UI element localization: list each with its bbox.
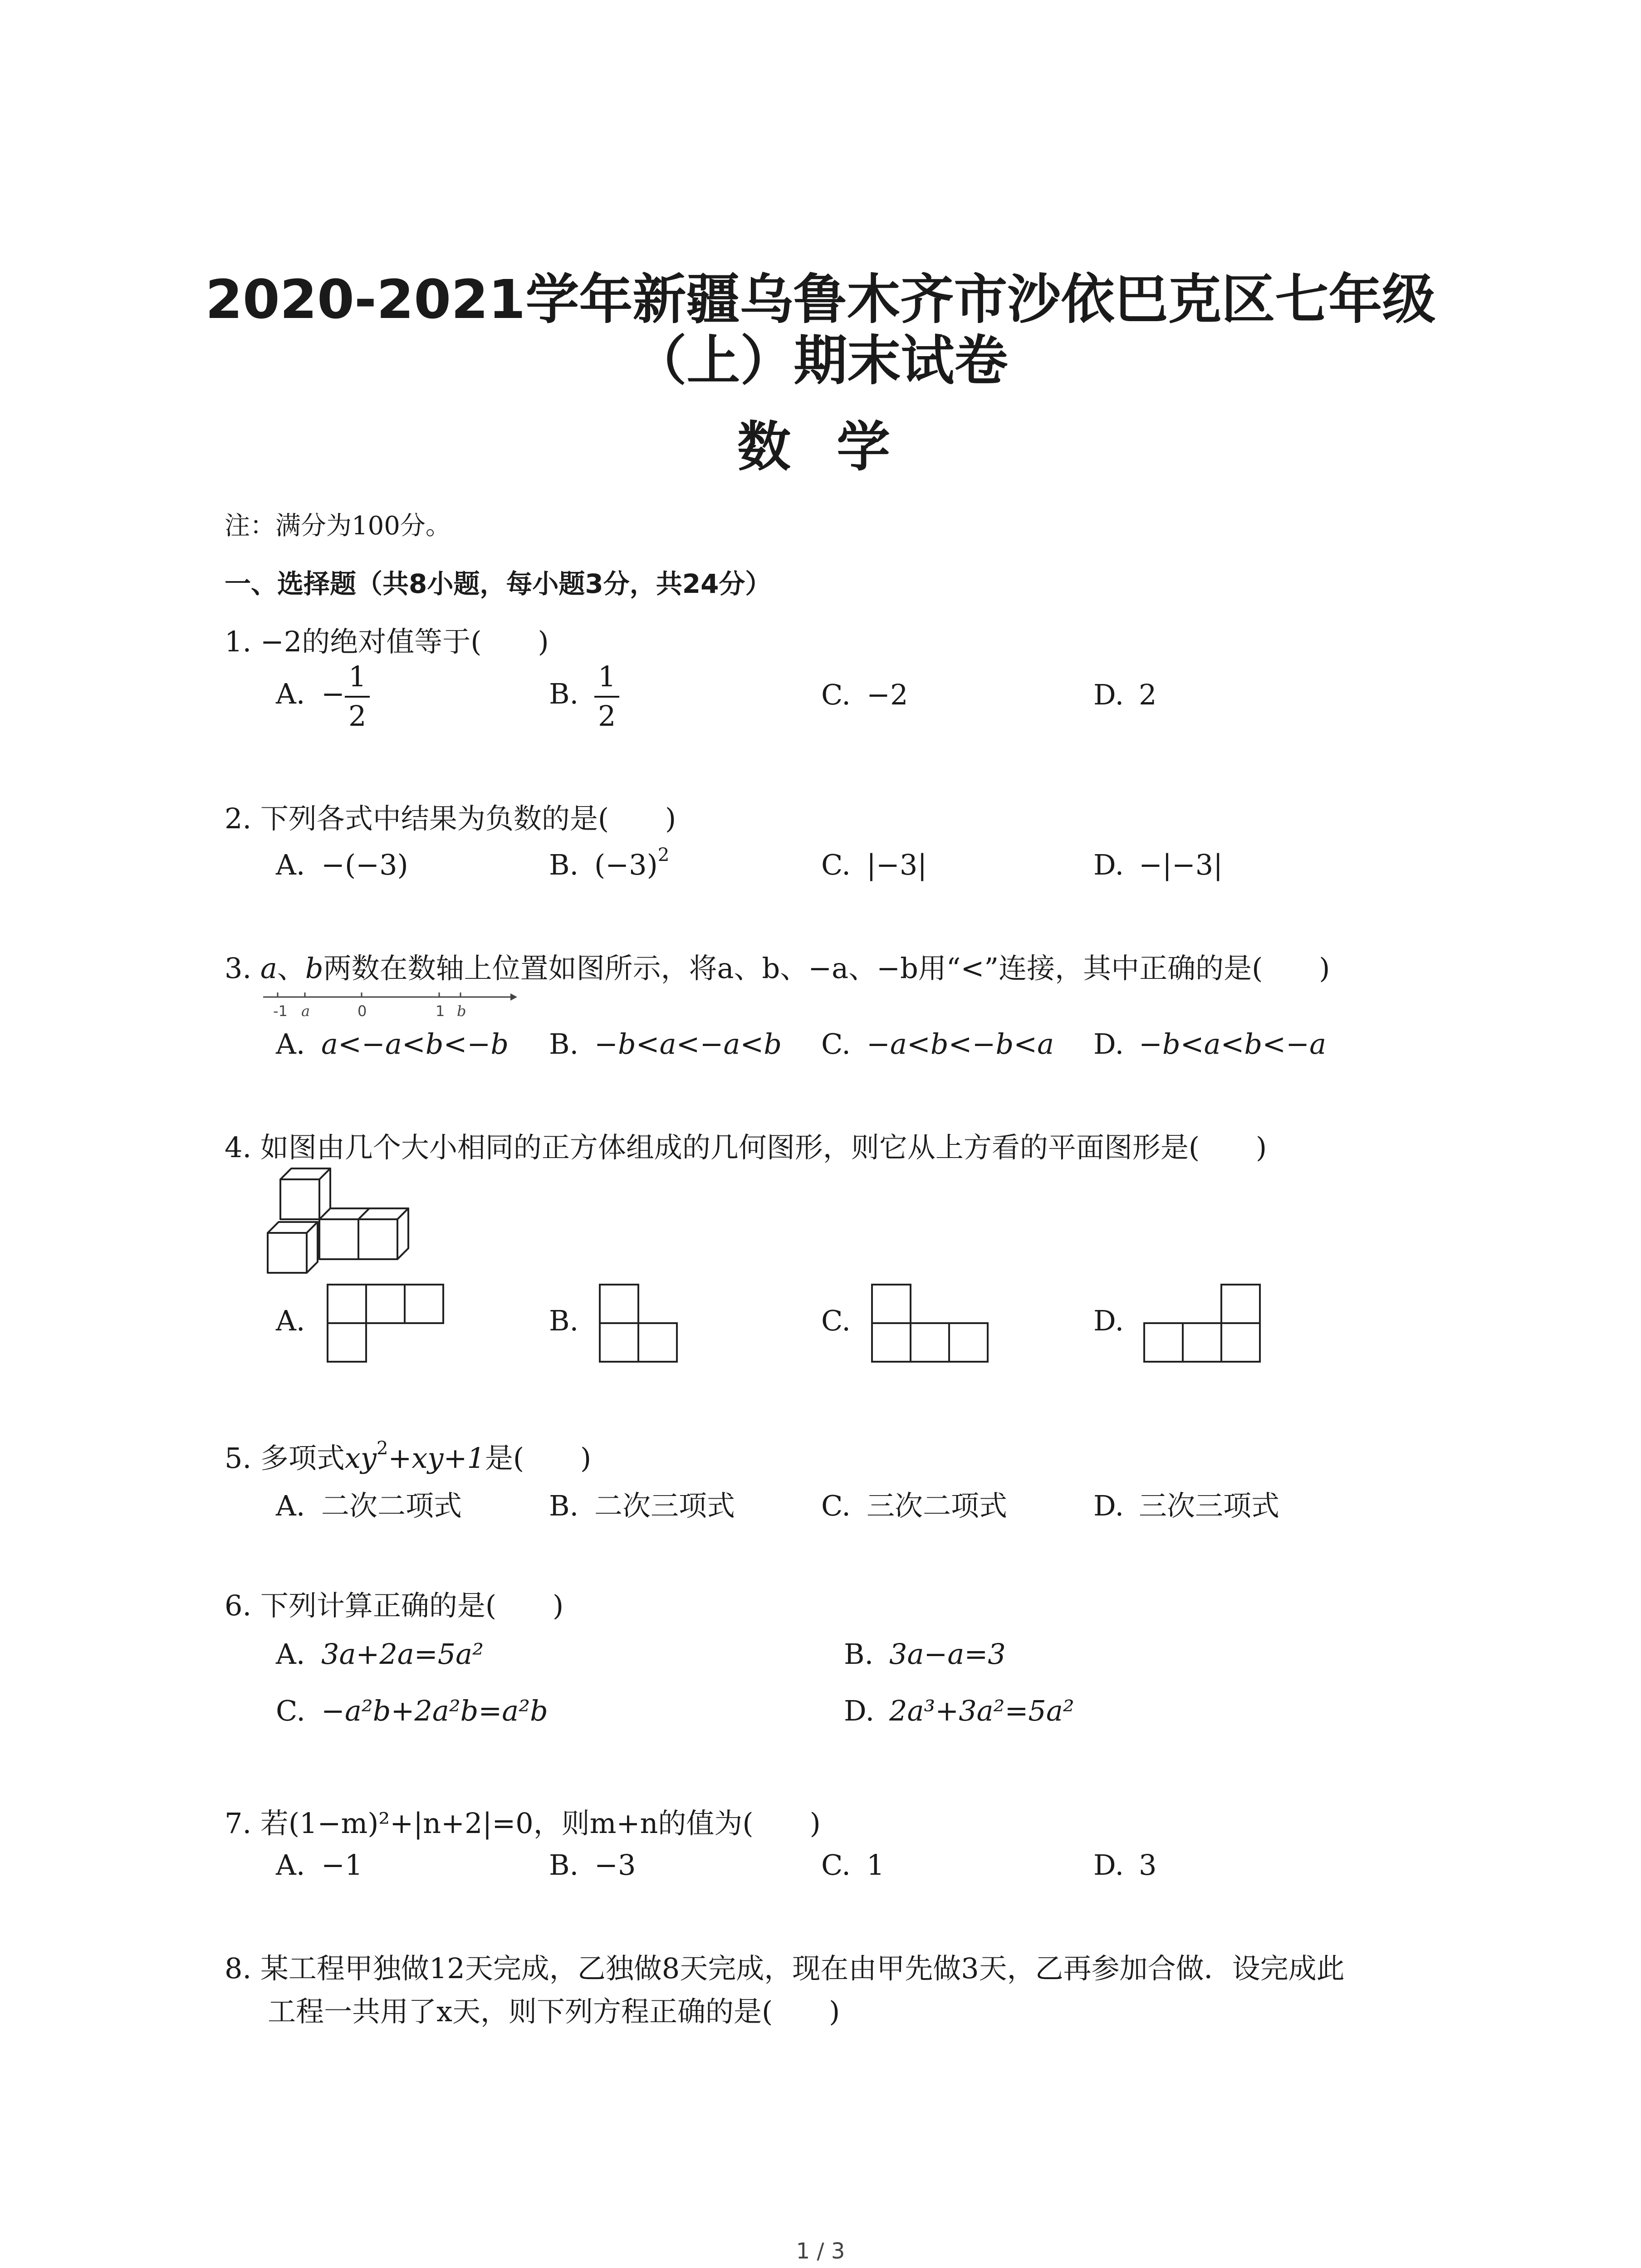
q7-option-a: A. −1 — [276, 1848, 363, 1882]
q6-option-d: D. 2a³+3a²=5a² — [844, 1694, 1074, 1727]
q4-option-d-figure — [1143, 1284, 1261, 1365]
option-label: A. — [276, 677, 305, 711]
q6-option-c: C. −a²b+2a²b=a²b — [276, 1694, 548, 1727]
q4-option-b-figure — [599, 1284, 681, 1365]
score-note: 注：满分为100分。 — [225, 511, 451, 541]
question-7-stem: 7. 若(1−m)²+|n+2|=0，则m+n的值为( ) — [225, 1807, 821, 1840]
q4-option-a-figure — [327, 1284, 445, 1365]
exam-title-line1: 2020-2021学年新疆乌鲁木齐市沙依巴克区七年级 — [205, 268, 1436, 331]
fraction: $\frac{1}{2}$ — [345, 660, 370, 733]
q6-option-b: B. 3a−a=3 — [844, 1637, 1006, 1671]
q4-option-d-label: D. — [1093, 1304, 1124, 1337]
q2-option-c: C. |−3| — [821, 848, 927, 881]
question-8-line2: 工程一共用了x天，则下列方程正确的是( ) — [268, 1995, 840, 2028]
axis-label: 1 — [436, 1002, 445, 1020]
question-1-stem: 1. −2的绝对值等于( ) — [225, 625, 549, 658]
axis-label: -1 — [273, 1002, 288, 1020]
q1-option-a: A. − $\frac{1}{2}$ — [276, 660, 370, 733]
q6-option-a: A. 3a+2a=5a² — [276, 1637, 484, 1671]
q7-option-b: B. −3 — [549, 1848, 636, 1882]
q4-option-c-figure — [871, 1284, 989, 1365]
q3-option-d: D. −b<a<b<−a — [1093, 1027, 1327, 1061]
q4-option-b-label: B. — [549, 1304, 579, 1337]
q2-option-d: D. −|−3| — [1093, 848, 1223, 881]
subject-title: 数 学 — [737, 415, 904, 478]
question-2-stem: 2. 下列各式中结果为负数的是( ) — [225, 802, 676, 835]
q1-option-d: D. 2 — [1093, 678, 1157, 711]
q5-option-b: B. 二次三项式 — [549, 1489, 735, 1522]
q3-option-b: B. −b<a<−a<b — [549, 1027, 782, 1061]
q5-option-a: A. 二次二项式 — [276, 1489, 462, 1522]
question-5-stem: 5. 多项式$xy^2+xy+1$是( ) — [225, 1437, 592, 1475]
section-heading: 一、选择题（共8小题，每小题3分，共24分） — [225, 568, 772, 599]
q2-option-b: B. $(-3)^2$ — [549, 844, 670, 881]
fraction: $\frac{1}{2}$ — [594, 660, 619, 733]
q4-option-a-label: A. — [276, 1304, 305, 1337]
exam-title-line2: （上）期末试卷 — [633, 329, 1008, 392]
q1-option-b — [549, 660, 619, 733]
arrow-head — [510, 993, 517, 1001]
question-4-stem: 4. 如图由几个大小相同的正方体组成的几何图形，则它从上方看的平面图形是( ) — [225, 1131, 1267, 1164]
number-line-figure — [263, 989, 517, 1025]
question-8-line1: 8. 某工程甲独做12天完成，乙独做8天完成，现在由甲先做3天，乙再参加合做．设完成此 — [225, 1952, 1345, 1985]
q7-option-c: C. 1 — [821, 1848, 885, 1882]
q4-option-c-label: C. — [821, 1304, 851, 1337]
q3-option-a: A. a<−a<b<−b — [276, 1027, 509, 1061]
axis-label: a — [301, 1002, 310, 1020]
page-number: 1 / 3 — [796, 2239, 845, 2264]
option-label: D. — [1093, 678, 1124, 711]
question-6-stem: 6. 下列计算正确的是( ) — [225, 1589, 564, 1622]
question-3-stem: 3. a、b两数在数轴上位置如图所示，将a、b、−a、−b用“<”连接，其中正确的是( ) — [225, 952, 1330, 985]
axis-label: 0 — [358, 1002, 367, 1020]
q5-option-d: D. 三次三项式 — [1093, 1489, 1280, 1522]
axis-label: b — [457, 1002, 466, 1020]
q2-option-a: A. −(−3) — [276, 848, 408, 881]
q1-option-c: C. −2 — [821, 678, 908, 711]
q3-option-c: C. −a<b<−b<a — [821, 1027, 1054, 1061]
cube-solid-figure — [268, 1166, 422, 1284]
option-label: B. — [549, 677, 579, 711]
q5-option-c: C. 三次二项式 — [821, 1489, 1008, 1522]
q7-option-d: D. 3 — [1093, 1848, 1157, 1882]
option-label: C. — [821, 678, 851, 711]
